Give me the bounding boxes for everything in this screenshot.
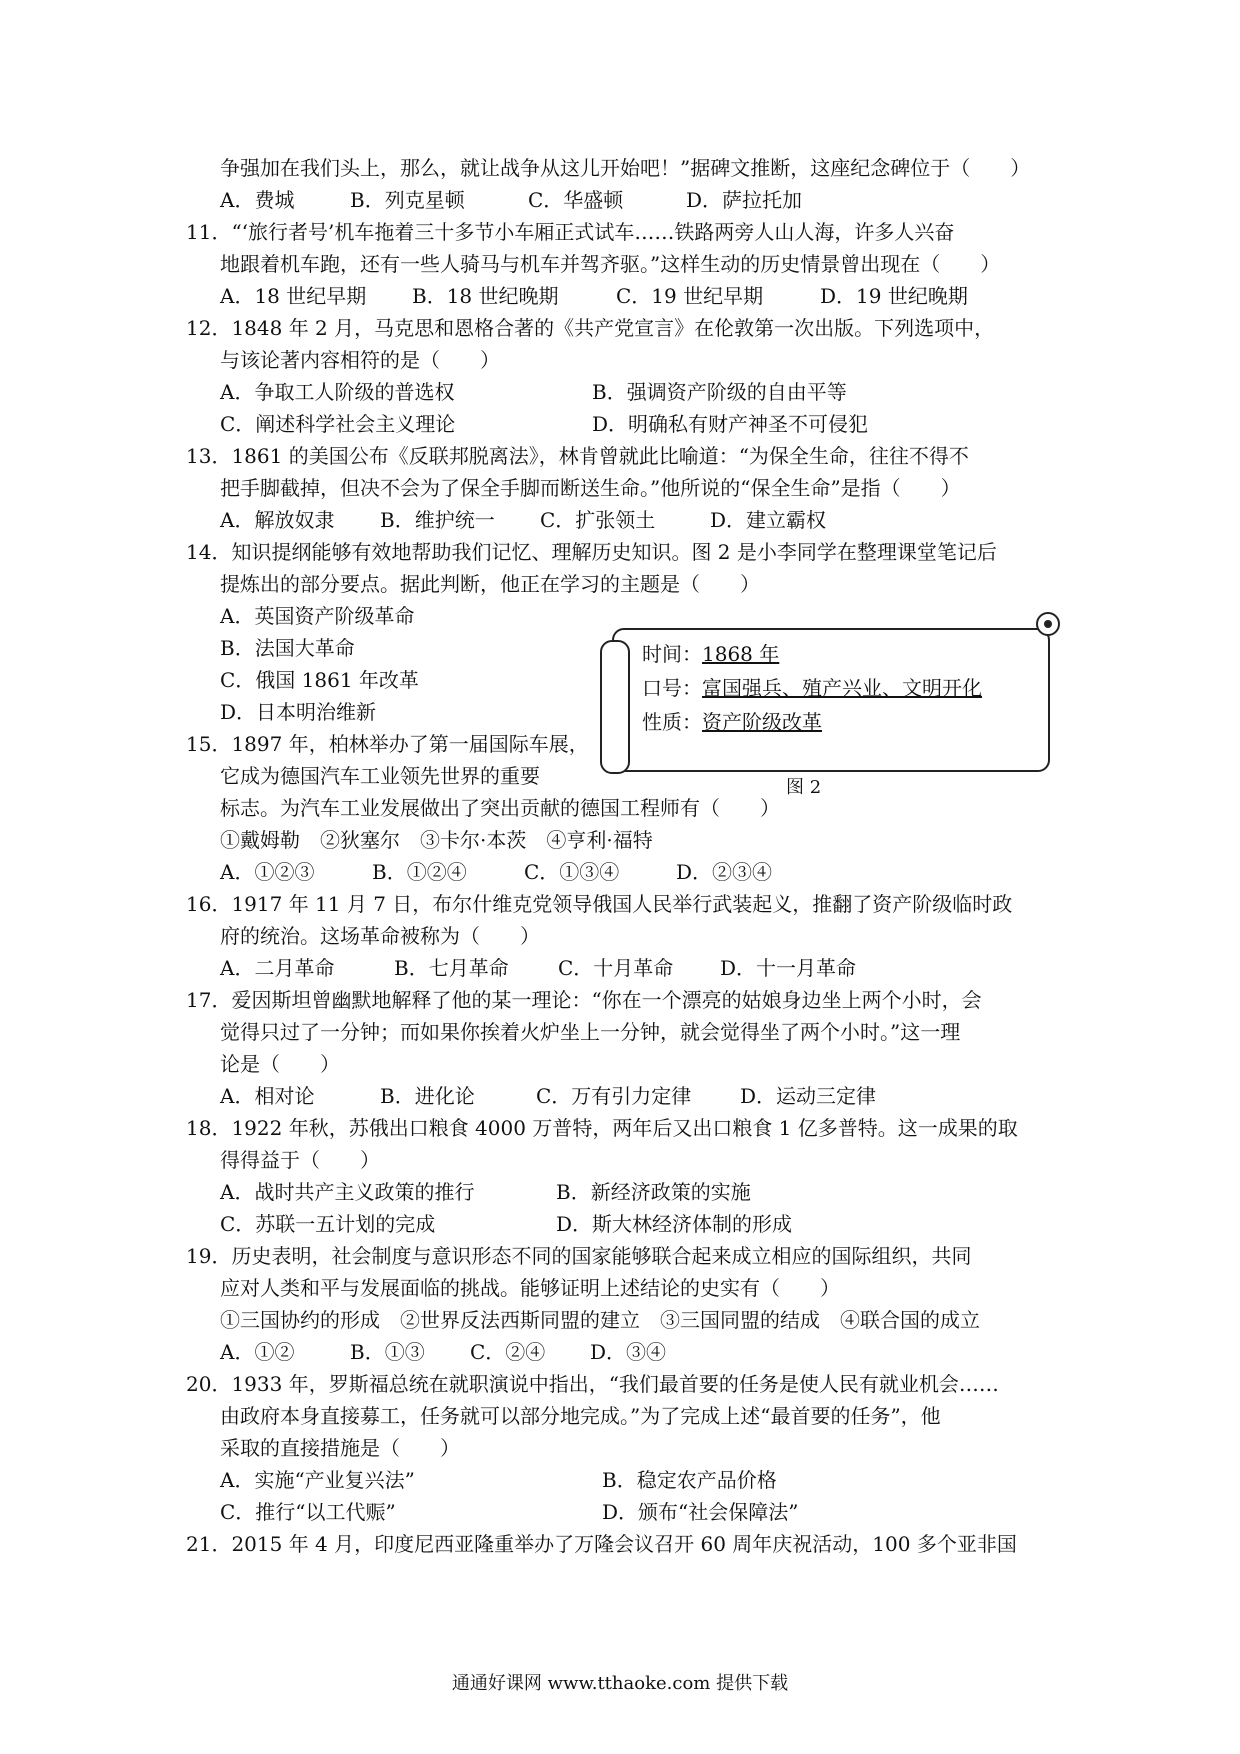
option-text: D．萨拉托加 xyxy=(686,188,803,212)
option-text: A．战时共产主义政策的推行 xyxy=(220,1180,475,1204)
option-text: B．稳定农产品价格 xyxy=(602,1468,777,1492)
figure-caption: 图 2 xyxy=(786,777,822,798)
option-text: C．扩张领土 xyxy=(540,508,656,532)
question-line: 采取的直接措施是（ ） xyxy=(220,1436,460,1460)
question-line: 19．历史表明，社会制度与意识形态不同的国家能够联合起来成立相应的国际组织，共同 xyxy=(186,1244,972,1268)
option-text: B．维护统一 xyxy=(380,508,495,532)
question-line: ①戴姆勒 ②狄塞尔 ③卡尔·本茨 ④亨利·福特 xyxy=(220,828,653,852)
option-text: A．二月革命 xyxy=(220,956,335,980)
scroll-roll-left xyxy=(600,640,630,774)
question-line: 把手脚截掉，但决不会为了保全手脚而断送生命。”他所说的“保全生命”是指（ ） xyxy=(220,476,961,500)
option-text: A．相对论 xyxy=(220,1084,315,1108)
question-line: 觉得只过了一分钟；而如果你挨着火炉坐上一分钟，就会觉得坐了两个小时。”这一理 xyxy=(220,1020,961,1044)
option-text: A．①②③ xyxy=(220,860,315,884)
question-line: 得得益于（ ） xyxy=(220,1148,380,1172)
option-text: C．华盛顿 xyxy=(528,188,624,212)
option-text: D．十一月革命 xyxy=(720,956,857,980)
option-text: A．18 世纪早期 xyxy=(220,284,367,308)
option-text: C．②④ xyxy=(470,1340,546,1364)
question-line: A．英国资产阶级革命 xyxy=(220,604,415,628)
question-line: 提炼出的部分要点。据此判断，他正在学习的主题是（ ） xyxy=(220,572,760,596)
figure-row-time: 时间：1868 年 xyxy=(642,642,780,666)
option-text: A．①② xyxy=(220,1340,295,1364)
question-line: 14．知识提纲能够有效地帮助我们记忆、理解历史知识。图 2 是小李同学在整理课堂笔记后 xyxy=(186,540,997,564)
question-line: 由政府本身直接募工，任务就可以部分地完成。”为了完成上述“最首要的任务”，他 xyxy=(220,1404,941,1428)
question-line: 争强加在我们头上，那么，就让战争从这儿开始吧！”据碑文推断，这座纪念碑位于（ ） xyxy=(220,156,1031,180)
figure-row-nature: 性质：资产阶级改革 xyxy=(642,710,822,734)
option-text: D．运动三定律 xyxy=(740,1084,877,1108)
option-text: A．解放奴隶 xyxy=(220,508,335,532)
question-line: C．俄国 1861 年改革 xyxy=(220,668,419,692)
option-text: A．争取工人阶级的普选权 xyxy=(220,380,455,404)
question-line: 它成为德国汽车工业领先世界的重要 xyxy=(220,764,540,788)
option-text: B．①②④ xyxy=(372,860,467,884)
question-line: ①三国协约的形成 ②世界反法西斯同盟的建立 ③三国同盟的结成 ④联合国的成立 xyxy=(220,1308,980,1332)
option-text: B．①③ xyxy=(350,1340,425,1364)
option-text: D．明确私有财产神圣不可侵犯 xyxy=(592,412,869,436)
question-line: 13．1861 的美国公布《反联邦脱离法》，林肯曾就此比喻道：“为保全生命，往往不得不 xyxy=(186,444,969,468)
option-text: C．19 世纪早期 xyxy=(616,284,764,308)
figure-2-scroll xyxy=(612,628,1050,772)
option-text: D．颁布“社会保障法” xyxy=(602,1500,799,1524)
scroll-roll-top xyxy=(1036,612,1060,636)
option-text: C．十月革命 xyxy=(558,956,674,980)
option-text: C．①③④ xyxy=(524,860,620,884)
option-text: B．新经济政策的实施 xyxy=(556,1180,751,1204)
option-text: B．18 世纪晚期 xyxy=(412,284,559,308)
option-text: B．七月革命 xyxy=(394,956,509,980)
question-line: B．法国大革命 xyxy=(220,636,355,660)
option-text: D．③④ xyxy=(590,1340,667,1364)
question-line: 20．1933 年，罗斯福总统在就职演说中指出，“我们最首要的任务是使人民有就业机会…… xyxy=(186,1372,999,1396)
option-text: A．实施“产业复兴法” xyxy=(220,1468,415,1492)
option-text: D．②③④ xyxy=(676,860,773,884)
question-line: 与该论著内容相符的是（ ） xyxy=(220,348,500,372)
question-line: 21．2015 年 4 月，印度尼西亚隆重举办了万隆会议召开 60 周年庆祝活动，100 多个亚非国 xyxy=(186,1532,1017,1556)
option-text: B．进化论 xyxy=(380,1084,475,1108)
question-line: 府的统治。这场革命被称为（ ） xyxy=(220,924,540,948)
question-line: 18．1922 年秋，苏俄出口粮食 4000 万普特，两年后又出口粮食 1 亿多普特。这一成果的取 xyxy=(186,1116,1018,1140)
question-line: 地跟着机车跑，还有一些人骑马与机车并驾齐驱。”这样生动的历史情景曾出现在（ ） xyxy=(220,252,1001,276)
question-line: 16．1917 年 11 月 7 日，布尔什维克党领导俄国人民举行武装起义，推翻了资产阶级临时政 xyxy=(186,892,1013,916)
option-text: B．列克星顿 xyxy=(350,188,465,212)
option-text: C．推行“以工代赈” xyxy=(220,1500,396,1524)
option-text: D．19 世纪晚期 xyxy=(820,284,968,308)
question-line: 11．“‘旅行者号’机车拖着三十多节小车厢正式试车……铁路两旁人山人海，许多人兴奋 xyxy=(186,220,955,244)
option-text: A．费城 xyxy=(220,188,295,212)
question-line: 应对人类和平与发展面临的挑战。能够证明上述结论的史实有（ ） xyxy=(220,1276,840,1300)
question-line: D．日本明治维新 xyxy=(220,700,377,724)
option-text: C．万有引力定律 xyxy=(536,1084,692,1108)
page-footer: 通通好课网 www.tthaoke.com 提供下载 xyxy=(451,1673,789,1694)
option-text: D．斯大林经济体制的形成 xyxy=(556,1212,793,1236)
question-line: 15．1897 年，柏林举办了第一届国际车展， xyxy=(186,732,589,756)
figure-row-slogan: 口号：富国强兵、殖产兴业、文明开化 xyxy=(642,676,982,700)
option-text: C．苏联一五计划的完成 xyxy=(220,1212,436,1236)
option-text: B．强调资产阶级的自由平等 xyxy=(592,380,847,404)
question-line: 标志。为汽车工业发展做出了突出贡献的德国工程师有（ ） xyxy=(220,796,780,820)
option-text: C．阐述科学社会主义理论 xyxy=(220,412,456,436)
question-line: 12．1848 年 2 月，马克思和恩格合著的《共产党宣言》在伦敦第一次出版。下列选项中， xyxy=(186,316,995,340)
question-line: 论是（ ） xyxy=(220,1052,340,1076)
option-text: D．建立霸权 xyxy=(710,508,827,532)
question-line: 17．爱因斯坦曾幽默地解释了他的某一理论：“你在一个漂亮的姑娘身边坐上两个小时，会 xyxy=(186,988,982,1012)
